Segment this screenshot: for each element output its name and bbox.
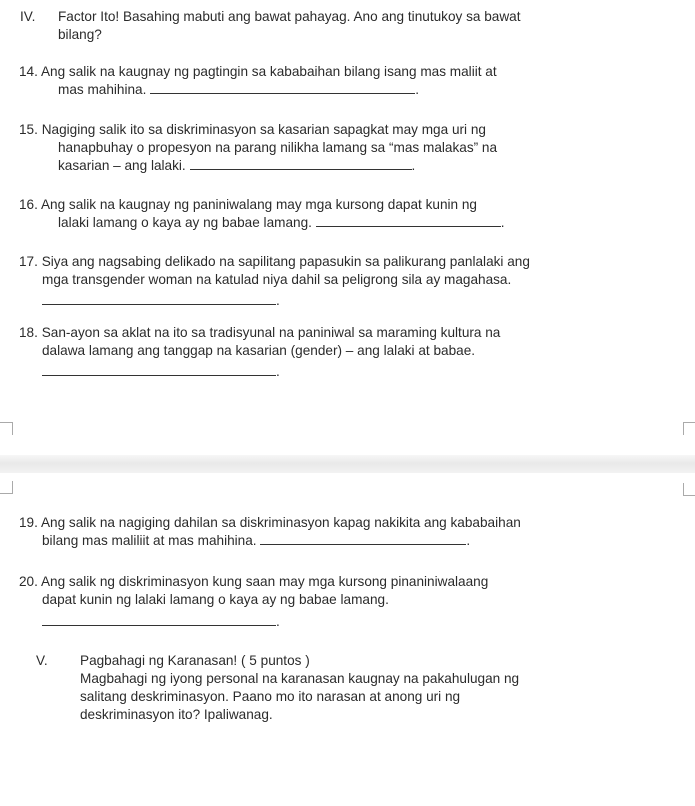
item-text: Ang salik ng diskriminasyon kung saan may mga kursong pinaniniwalaang: [40, 574, 489, 589]
item-16-line2: lalaki lamang o kaya ay ng babae lamang. .: [58, 215, 505, 230]
item-number: 15.: [19, 122, 38, 137]
answer-blank-17[interactable]: [42, 293, 276, 305]
item-text: Nagiging salik ito sa diskriminasyon sa kasarian sapagkat may mga uri ng: [41, 122, 486, 137]
item-18-blank-line: .: [42, 363, 280, 380]
item-text: Ang salik na nagiging dahilan sa diskriminasyon kapag nakikita ang kababaihan: [40, 515, 521, 530]
item-20-blank-line: .: [42, 613, 280, 630]
item-number: 17.: [19, 254, 38, 269]
page-corner-mark: [0, 422, 13, 435]
answer-blank-20[interactable]: [42, 614, 276, 626]
section-v-title: Pagbahagi ng Karanasan! ( 5 puntos ): [80, 653, 310, 668]
page-corner-mark: [0, 481, 13, 494]
item-19-line1: [19, 514, 521, 531]
item-number: 18.: [19, 325, 38, 340]
section-iv-number: IV.: [20, 9, 36, 24]
item-18-line1: [19, 324, 500, 341]
section-v-line3: deskriminasyon ito? Ipaliwanag.: [80, 707, 273, 722]
page-break-separator: [0, 455, 695, 473]
item-text: bilang mas maliliit at mas mahihina.: [42, 533, 257, 548]
item-14-line2: mas mahihina. .: [58, 82, 419, 97]
item-text: Ang salik na kaugnay ng paniniwalang may mga kursong dapat kunin ng: [40, 197, 477, 212]
item-15-line1: [19, 121, 486, 138]
item-number: 14.: [19, 64, 38, 79]
item-text: Siya ang nagsabing delikado na sapilitang papasukin sa palikurang panlalaki ang: [41, 254, 530, 269]
answer-blank-15[interactable]: [190, 158, 412, 170]
item-17-line1: [19, 253, 530, 270]
answer-blank-19[interactable]: [260, 533, 466, 545]
item-number: 19.: [19, 515, 38, 530]
item-text: San-ayon sa aklat na ito sa tradisyunal na paniniwal sa maraming kultura na: [41, 325, 501, 340]
item-text: lalaki lamang o kaya ay ng babae lamang.: [58, 215, 312, 230]
item-text: mas mahihina.: [58, 82, 147, 97]
item-20-line1: [19, 573, 488, 590]
section-v-line1: Magbahagi ng iyong personal na karanasan kaugnay na pakahulugan ng: [80, 671, 520, 686]
item-15-line2: hanapbuhay o propesyon na parang nilikha lamang sa “mas malakas” na: [58, 140, 498, 155]
item-17-line2: mga transgender woman na katulad niya dahil sa peligrong sila ay magahasa.: [42, 272, 512, 287]
item-20-line2: dapat kunin ng lalaki lamang o kaya ay ng babae lamang.: [42, 592, 389, 607]
page-corner-mark: [683, 483, 695, 496]
item-17-blank-line: .: [42, 292, 280, 309]
answer-blank-16[interactable]: [316, 215, 501, 227]
item-number: 16.: [19, 197, 38, 212]
item-15-line3: kasarian – ang lalaki. .: [58, 158, 416, 173]
answer-blank-14[interactable]: [150, 82, 415, 94]
section-iv-instruction-line1: Factor Ito! Basahing mabuti ang bawat pahayag. Ano ang tinutukoy sa bawat: [58, 9, 521, 24]
item-text: kasarian – ang lalaki.: [58, 158, 186, 173]
section-iv-instruction-line2: bilang?: [58, 27, 102, 42]
section-v-number: V.: [36, 653, 48, 668]
page-corner-mark: [683, 422, 695, 435]
item-number: 20.: [19, 574, 38, 589]
item-text: Ang salik na kaugnay ng pagtingin sa kababaihan bilang isang mas maliit at: [40, 64, 497, 79]
item-18-line2: dalawa lamang ang tanggap na kasarian (gender) – ang lalaki at babae.: [42, 343, 476, 358]
item-14-line1: [19, 63, 497, 80]
item-19-line2: bilang mas maliliit at mas mahihina. .: [42, 533, 471, 548]
item-16-line1: [19, 196, 477, 213]
answer-blank-18[interactable]: [42, 364, 276, 376]
section-v-line2: salitang deskriminasyon. Paano mo ito narasan at anong uri ng: [80, 689, 461, 704]
